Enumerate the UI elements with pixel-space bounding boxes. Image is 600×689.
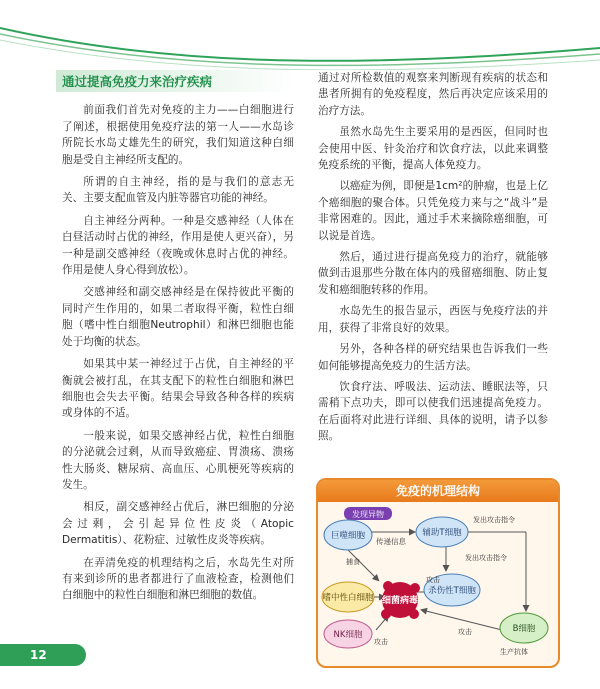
label-discover: 发现异物	[352, 510, 384, 519]
label-issue-command: 发出攻击指令	[473, 516, 515, 524]
node-macrophage: 巨噬细胞	[330, 531, 366, 541]
section-heading: 通过提高免疫力来治疗疾病	[56, 70, 294, 92]
paragraph: 前面我们首先对免疫的主力——白细胞进行了阐述，根据使用免疫疗法的第一人——水岛诊所院长水岛丈雄先生的研究，我们知道这种白细胞是受自主神经所支配的。	[62, 104, 294, 166]
top-decoration	[0, 0, 600, 70]
paragraph: 通过对所检数值的观察来判断现有疾病的状态和患者所拥有的免疫程度，然后再决定应该采用的治疗方法。	[318, 72, 548, 117]
node-nk: NK细胞	[333, 630, 363, 640]
paragraph: 相反，副交感神经占优后，淋巴细胞的分泌会过剩，会引起异位性皮炎（Atopic Dermatitis）、花粉症、过敏性皮炎等疾病。	[62, 501, 294, 547]
node-b-cell: B细胞	[512, 624, 536, 634]
label-attack-1: 攻击	[426, 576, 440, 584]
node-neutrophil: 嗜中性白细胞	[322, 593, 374, 603]
label-engulf: 捕食	[346, 558, 360, 566]
page-number: 12	[30, 648, 47, 662]
paragraph: 以癌症为例，即便是1cm²的肿瘤，也是上亿个癌细胞的聚合体。只凭免疫力来与之“战斗”是非常困难的。因此，通过手术来摘除癌细胞，可以说是首选。	[318, 180, 548, 242]
right-column	[318, 70, 548, 450]
paragraph: 另外，各种各样的研究结果也告诉我们一些如何能够提高免疫力的生活方法。	[318, 343, 548, 372]
paragraph: 如果其中某一神经过于占优，自主神经的平衡就会被打乱，在其支配下的粒性白细胞和淋巴细胞也会失去平衡。结果会导致各种各样的疾病或身体的不适。	[62, 358, 294, 420]
immune-mechanism-diagram	[316, 478, 560, 668]
label-transmit: 传递信息	[376, 537, 406, 546]
paragraph: 所谓的自主神经，指的是与我们的意志无关、主要支配血管及内脏等器官功能的神经。	[62, 176, 294, 205]
node-pathogen: 细菌病毒	[381, 596, 419, 606]
label-attack-3: 攻击	[458, 628, 472, 636]
node-killer-t: 杀伤性T细胞	[428, 586, 476, 596]
paragraph: 虽然水岛先生主要采用的是西医，但同时也会使用中医、针灸治疗和饮食疗法，以此来调整免疫系统的平衡，提高人体免疫力。	[318, 126, 548, 172]
paragraph: 在弄清免疫的机理结构之后，水岛先生对所有来到诊所的患者都进行了血液检查，检测他们白细胞中的粒性白细胞和淋巴细胞的数值。	[62, 556, 294, 602]
node-helper-t: 辅助T细胞	[422, 528, 462, 538]
paragraph: 饮食疗法、呼吸法、运动法、睡眠法等，只需稍下点功夫，即可以使我们迅速提高免疫力。在后面将对此进行详细、具体的说明，请予以参照。	[318, 380, 548, 443]
diagram-title: 免疫的机理结构	[318, 480, 558, 502]
label-attack-2: 攻击	[374, 638, 388, 646]
left-column	[62, 70, 294, 610]
paragraph: 水岛先生的报告显示，西医与免疫疗法的并用，获得了非常良好的效果。	[318, 305, 548, 334]
paragraph: 然后，通过进行提高免疫力的治疗，就能够做到击退那些分散在体内的残留癌细胞、防止复发和癌细胞转移的作用。	[318, 251, 548, 296]
label-issue-command-2: 发出攻击指令	[465, 554, 507, 562]
paragraph: 自主神经分两种。一种是交感神经（人体在白昼活动时占优的神经，作用是使人更兴奋），另一种是副交感神经（夜晚或休息时占优的神经。作用是使人身心得到放松）。	[62, 214, 294, 277]
paragraph: 一般来说，如果交感神经占优，粒性白细胞的分泌就会过剩，从而导致癌症、胃溃疡、溃疡性大肠炎、糖尿病、高血压、心肌梗死等疾病的发生。	[62, 429, 294, 491]
paragraph: 交感神经和副交感神经是在保持彼此平衡的同时产生作用的，如果二者取得平衡，粒性白细胞（嗜中性白细胞Neutrophil）和淋巴细胞也能处于均衡的状态。	[62, 286, 294, 348]
diagram-canvas	[318, 502, 558, 666]
label-antibody: 生产抗体	[500, 648, 528, 656]
